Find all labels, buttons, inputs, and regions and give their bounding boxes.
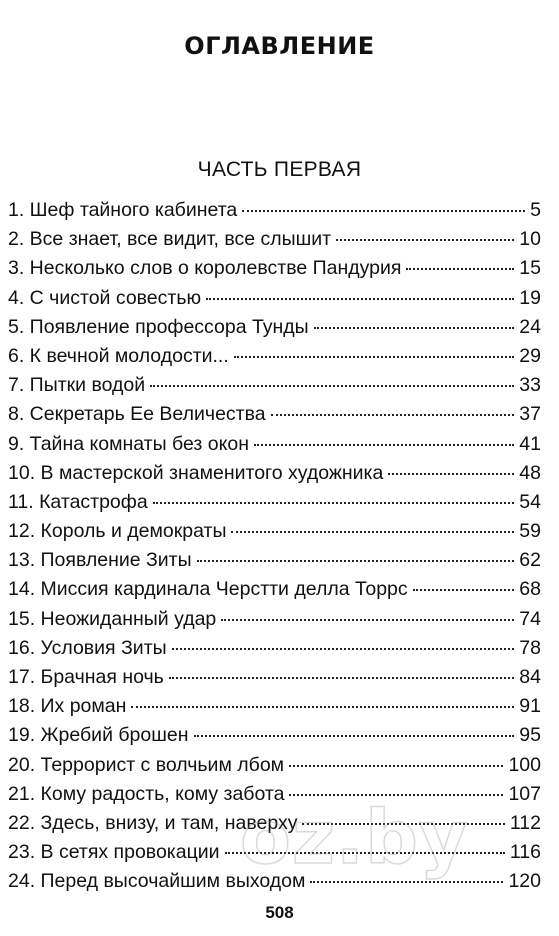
toc-entry-page: 74 — [519, 607, 541, 630]
toc-entry-title: 10. В мастерской знаменитого художника — [8, 461, 384, 484]
toc-entry-title: 16. Условия Зиты — [8, 636, 167, 659]
toc-entry — [8, 433, 541, 462]
toc-leader-dots — [254, 444, 514, 446]
toc-entry-title: 2. Все знает, все видит, все слышит — [8, 228, 332, 251]
toc-entry-page: 15 — [519, 257, 541, 280]
toc-entry-title: 23. В сетях провокации — [8, 841, 220, 864]
toc-entry — [8, 812, 541, 841]
toc-leader-dots — [234, 356, 515, 358]
toc-entry-title: 1. Шеф тайного кабинета — [8, 199, 238, 221]
toc-entry-title: 14. Миссия кардинала Черстти делла Торрс — [8, 578, 408, 601]
toc-entry-page: 48 — [519, 461, 541, 484]
toc-entry-title: 8. Секретарь Ее Величества — [8, 403, 266, 426]
toc-entry-title: 24. Перед высочайшим выходом — [8, 870, 306, 893]
toc-leader-dots — [231, 531, 514, 533]
toc-leader-dots — [289, 765, 503, 767]
toc-entry-title: 22. Здесь, внизу, и там, наверху — [8, 811, 298, 834]
toc-entry-title: 21. Кому радость, кому забота — [8, 782, 285, 805]
toc-entry-title: 6. К вечной молодости... — [8, 344, 229, 367]
toc-entry-title: 12. Король и демократы — [8, 520, 227, 543]
toc-entry — [8, 491, 541, 520]
toc-entry-title: 3. Несколько слов о королевстве Пандурия — [8, 257, 402, 280]
toc-entry — [8, 345, 541, 374]
toc-entry-page: 107 — [508, 782, 541, 805]
toc-leader-dots — [169, 677, 514, 679]
toc-entry-page: 100 — [508, 753, 541, 776]
toc-entry — [8, 462, 541, 491]
toc-entry-page: 120 — [508, 870, 541, 893]
toc-leader-dots — [336, 239, 514, 241]
toc-leader-dots — [172, 648, 515, 650]
toc-leader-dots — [314, 327, 515, 329]
toc-entry-page: 24 — [519, 315, 541, 338]
toc-leader-dots — [413, 589, 515, 591]
toc-entry-page: 10 — [519, 228, 541, 251]
toc-entry-page: 84 — [519, 666, 541, 688]
toc-entry-title: 13. Появление Зиты — [8, 549, 192, 572]
toc-entry-page: 91 — [519, 695, 541, 718]
toc-leader-dots — [302, 823, 504, 825]
toc-entry-page: 54 — [519, 490, 541, 513]
toc-entry — [8, 754, 541, 783]
toc-entry-page: 5 — [530, 199, 541, 221]
toc-entry — [8, 841, 541, 870]
toc-entry-title: 4. С чистой совестью — [8, 286, 202, 309]
toc-leader-dots — [206, 298, 514, 300]
toc-entry-page: 95 — [519, 724, 541, 747]
toc-entry — [8, 637, 541, 666]
toc-leader-dots — [406, 268, 514, 270]
toc-leader-dots — [289, 794, 503, 796]
toc-leader-dots — [197, 560, 515, 562]
toc-entry — [8, 228, 541, 257]
toc-entry — [8, 578, 541, 607]
toc-entry-page: 116 — [509, 841, 541, 864]
toc-entry — [8, 316, 541, 345]
toc-entry-page: 112 — [509, 811, 541, 834]
toc-entry-page: 68 — [519, 578, 541, 601]
toc-leader-dots — [153, 502, 515, 504]
toc-entry-title: 11. Катастрофа — [8, 490, 148, 513]
toc-leader-dots — [194, 735, 515, 737]
toc-entry-page: 41 — [519, 432, 541, 455]
toc-entry — [8, 199, 541, 228]
toc-entry-title: 19. Жребий брошен — [8, 724, 189, 747]
table-of-contents — [8, 199, 541, 900]
toc-entry — [8, 870, 541, 899]
toc-entry-title: 5. Появление профессора Тунды — [8, 315, 309, 338]
toc-entry-title: 18. Их роман — [8, 695, 127, 718]
toc-entry-title: 20. Террорист с волчьим лбом — [8, 753, 285, 776]
toc-leader-dots — [271, 414, 515, 416]
toc-entry-title: 9. Тайна комнаты без окон — [8, 432, 249, 455]
toc-entry-page: 29 — [519, 344, 541, 367]
toc-entry-title: 17. Брачная ночь — [8, 666, 164, 688]
toc-leader-dots — [225, 852, 505, 854]
toc-entry — [8, 724, 541, 753]
toc-entry — [8, 520, 541, 549]
toc-leader-dots — [242, 210, 525, 212]
page-heading: ОГЛАВЛЕНИЕ — [184, 32, 375, 60]
toc-leader-dots — [221, 619, 514, 621]
toc-entry-page: 62 — [519, 549, 541, 572]
toc-entry-page: 78 — [519, 636, 541, 659]
page-number: 508 — [265, 903, 294, 922]
toc-entry — [8, 608, 541, 637]
toc-entry — [8, 783, 541, 812]
toc-entry-page: 37 — [519, 403, 541, 426]
toc-entry-page: 33 — [519, 374, 541, 397]
toc-entry — [8, 257, 541, 286]
toc-leader-dots — [150, 385, 514, 387]
toc-entry — [8, 666, 541, 695]
toc-leader-dots — [310, 881, 503, 883]
toc-entry — [8, 287, 541, 316]
toc-entry-page: 19 — [519, 286, 541, 309]
toc-entry — [8, 549, 541, 578]
toc-entry — [8, 695, 541, 724]
toc-leader-dots — [388, 473, 514, 475]
toc-entry-page: 59 — [519, 520, 541, 543]
toc-entry-title: 15. Неожиданный удар — [8, 607, 217, 630]
watermark-logo: oz.by — [240, 795, 469, 881]
toc-entry — [8, 374, 541, 403]
toc-entry-title: 7. Пытки водой — [8, 374, 146, 397]
part-title: ЧАСТЬ ПЕРВАЯ — [197, 158, 362, 181]
toc-leader-dots — [131, 706, 514, 708]
toc-entry — [8, 403, 541, 432]
